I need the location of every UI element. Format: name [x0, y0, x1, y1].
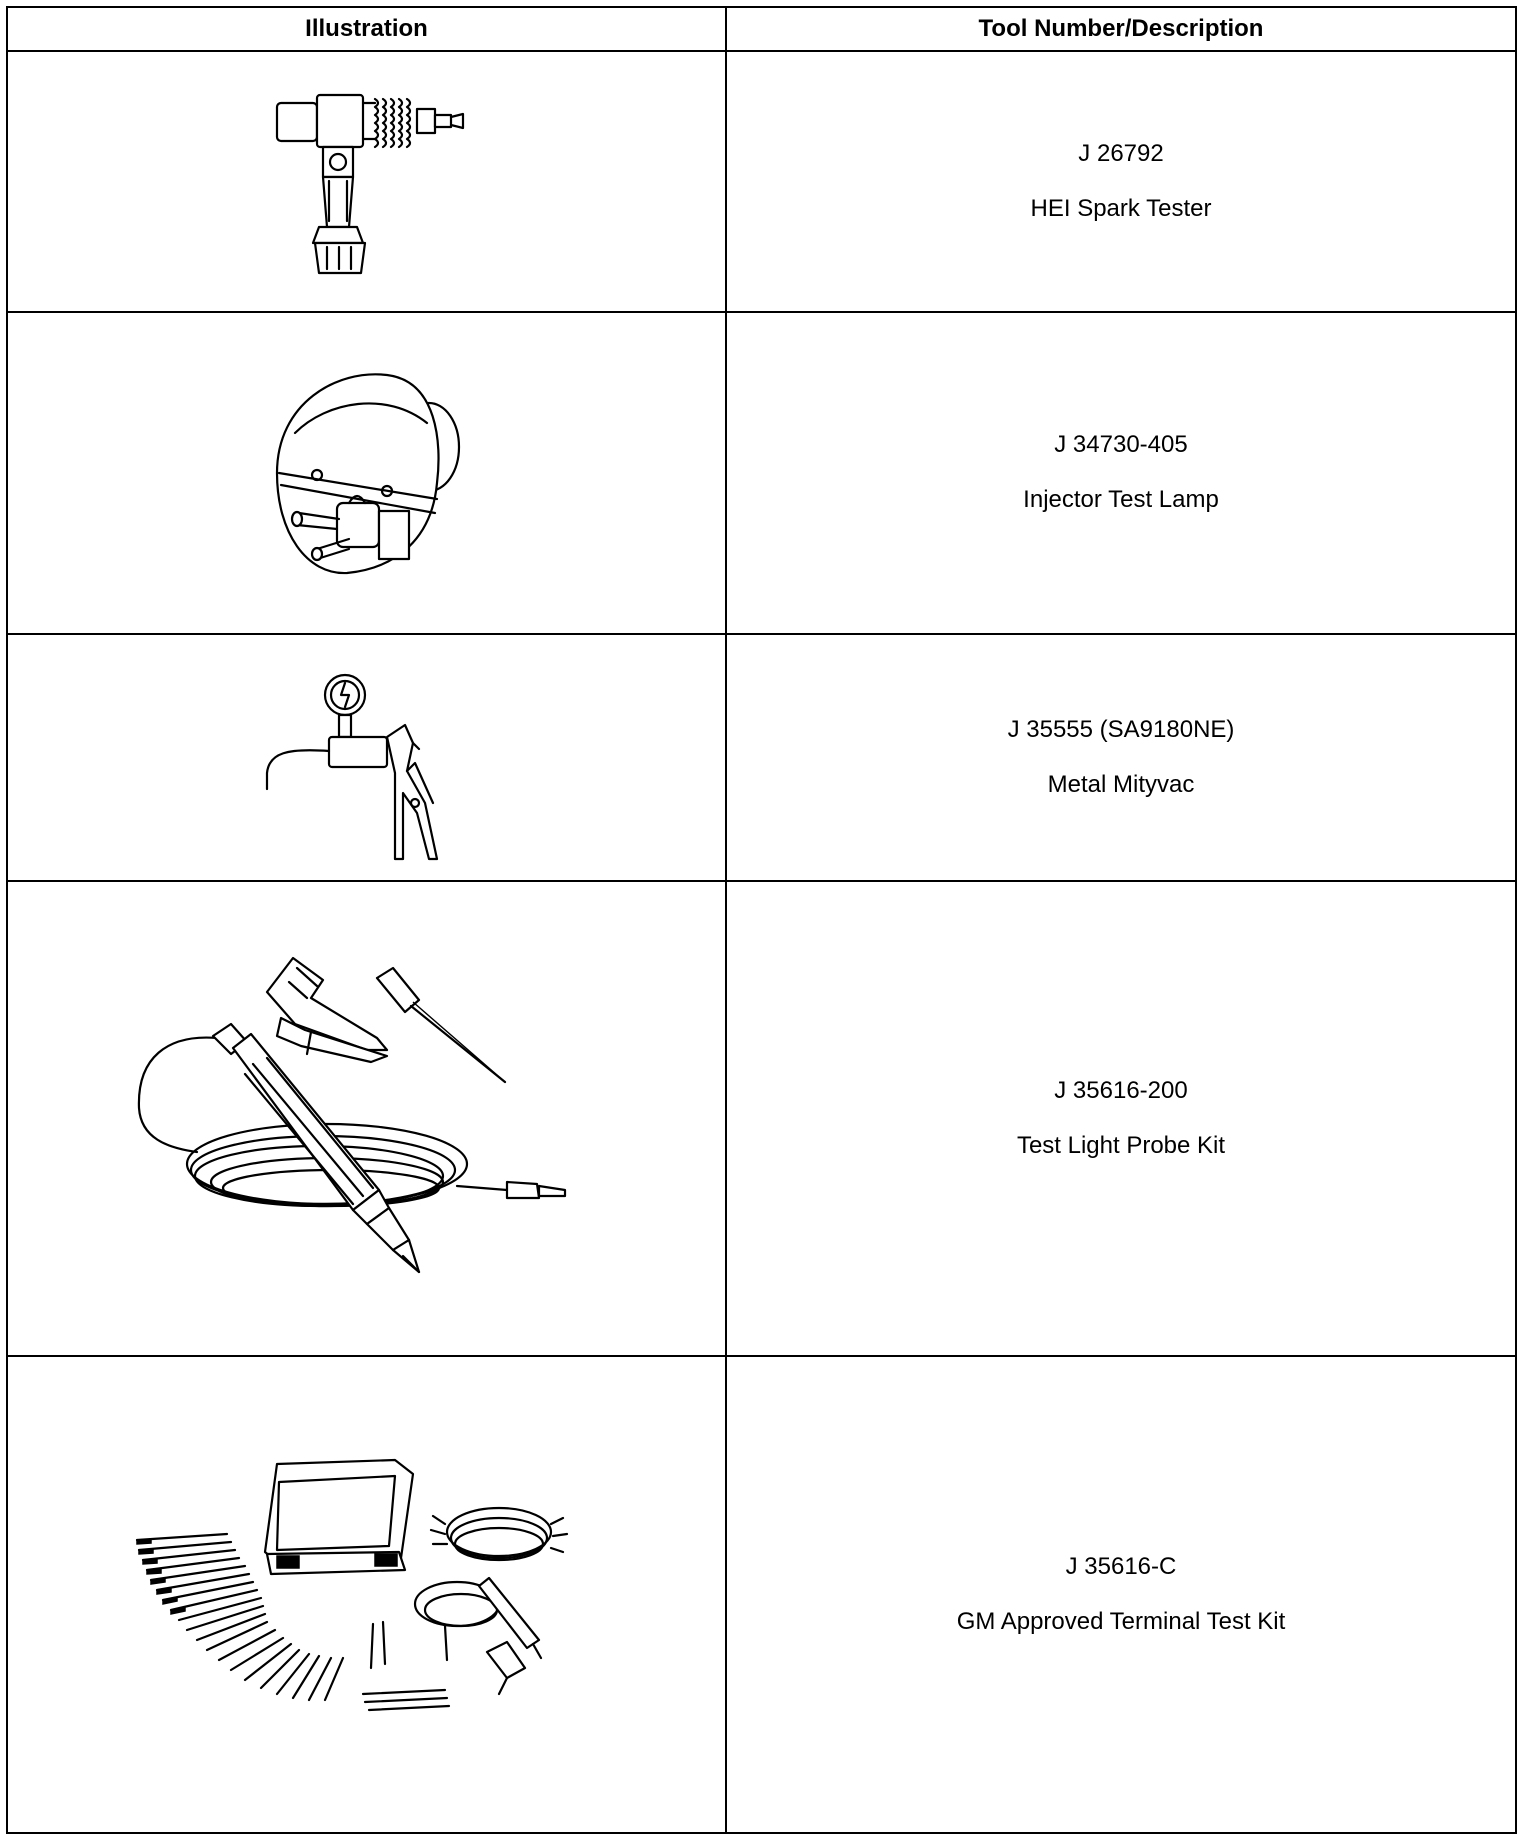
- injector-test-lamp-illustration: [237, 363, 497, 583]
- illustration-column-header: Illustration: [7, 7, 726, 51]
- illustration-cell: [7, 634, 726, 881]
- description-cell: [726, 881, 1516, 1356]
- tool-number: J 26792: [1078, 139, 1164, 167]
- illustration-cell: [7, 1356, 726, 1833]
- table-row: [7, 1356, 1516, 1833]
- tool-description: GM Approved Terminal Test Kit: [956, 1607, 1286, 1635]
- header-row: [7, 7, 1516, 51]
- description-cell: [726, 634, 1516, 881]
- terminal-test-kit-illustration: [127, 1454, 607, 1734]
- description-cell: [726, 51, 1516, 312]
- tool-description: HEI Spark Tester: [1030, 194, 1212, 222]
- illustration-cell: [7, 881, 726, 1356]
- tool-number: J 35555 (SA9180NE): [1007, 716, 1235, 744]
- tool-description: Metal Mityvac: [1047, 771, 1195, 799]
- tool-number: J 35616-200: [1054, 1076, 1188, 1104]
- tool-description: Injector Test Lamp: [1023, 486, 1219, 514]
- tool-number: J 34730-405: [1054, 431, 1188, 459]
- mityvac-illustration: [257, 653, 477, 863]
- description-cell: [726, 312, 1516, 635]
- table-row: [7, 312, 1516, 635]
- description-column-header: Tool Number/Description: [726, 7, 1516, 51]
- table-row: [7, 881, 1516, 1356]
- tool-number: J 35616-C: [1065, 1552, 1177, 1580]
- test-light-probe-kit-illustration: [127, 938, 607, 1298]
- tool-description: Test Light Probe Kit: [1016, 1131, 1226, 1159]
- special-tools-table: [6, 6, 1517, 1834]
- table-row: [7, 51, 1516, 312]
- illustration-cell: [7, 51, 726, 312]
- description-cell: [726, 1356, 1516, 1833]
- table-row: [7, 634, 1516, 881]
- illustration-cell: [7, 312, 726, 635]
- spark-tester-illustration: [247, 81, 487, 281]
